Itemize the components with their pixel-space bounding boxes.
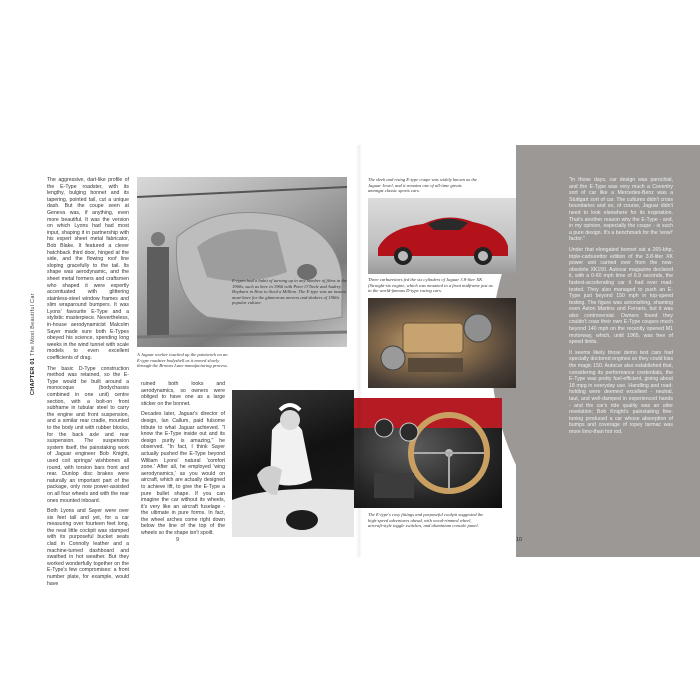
engine-caption: Three carburettors fed the six cylinders of Jaguar 3.8-liter XK (Straight-six engine, which was mounted in a front midframe just as in the world-famous D-type racing cars.	[368, 277, 493, 294]
book-spread	[16, 145, 686, 587]
celebrity-caption: E-types had a habit of turning up in any number of films in the 1960s, such as here in 1966 with Peter O'Toole and Audrey Hepburn in How to Steal a Million. The E-type was an instant must-have for the glamorous movers and shakers of 1960s popular culture.	[232, 278, 347, 306]
paragraph: It seems likely those demo test cars had specially doctored engines so they could kiss the magic 150. Autocar also established that, considering its performance credentials, the E-Type was pretty fuel-efficient, giving about 18 mpg in everyday use. Handling and road-holding were deemed excellent - neutral, taut, and well-damped in experienced hands - and the car's ride quality was an utter revelation; Bob Knight's painstaking fine-tuning produced a car whose absorption of bumps and coverage of ropey tarmac was more limo-than hot rod.	[569, 349, 673, 435]
workshop-caption: A Jaguar worker touched up the paintwork on an E-type roadster bodyshell as it moved slowly through the Browns Lane manufacturing process.	[137, 352, 228, 369]
paragraph: The basic D-Type construction method was retained, so the E-Type would be built around a monocoque (bodychassis combined in one unit) centre section, with a bolt-on front subframe in tubular steel to carry the engine and front suspension, and a similar rear cradle, mounted to the body unit with rubber blocks, for the back axle and rear suspension. The suspension system itself, the painstaking work of Jaguar engineer Bob Knight, used coil springs/ wishbones all round, with torsion bars front and rear. Dunlop disc brakes were naturally an important part of the package, only now power-assisted on all four wheels and with the rear ones mounted inboard.	[47, 365, 129, 504]
paragraph: "In those days, car design was parochial, and the E-Type was very much a Coventry sort of car like a Mercedes-Benz was a Stuttgart sort of car. The cultures didn't cross boundaries and so, of course, Jaguar didn't need to look elsewhere for its inspiration. That's another reason why the E-Type - and, in my opinion, especially the coupe - is such a pure design. It's a benchmark for the 'wow!' factor."	[569, 177, 673, 243]
paragraph: Under that elongated bonnet sat a 265-bhp, triple-carburettor edition of the 3.8-liter XK power unit carried over from the now-obsolete XK150. Autocar magazine declared it, with a 0-60 mph time of 6.9 seconds, the fastest-accelerating car it had ever road-tested. They also managed to push an E-Type just beyond 150 mph in top-speed testing. The figure was astonishing, shaming even Aston Martins and Ferraris, but it was also controversial. Owners found they couldn't coax their own E-Type coupes much beyond 140 mph on the recently opened M1 motorway, which, until 1965, was free of speed limits.	[569, 246, 673, 346]
celebrity-photo	[232, 390, 354, 537]
left-column-2-text	[141, 381, 225, 541]
cockpit-photo	[354, 398, 502, 508]
paragraph: The aggressive, dart-like profile of the E-Type roadster, with its lengthy, bulging bonnet and its tapering, pointed tail, cut a unique dash. But the coupe seen at Geneva was, if anything, even more beautiful. It was the version on which Lyons had had most input, shaping it in partnership with his expert sheet metal fabricator, Bob Blake. It featured a clever hatchback third door, hinged at the side, and the flowing roof line sloping gracefully to the tail. Its shape was aerodynamic, and the sheet metal formers and craftsmen who shaped it were expertly accentuated with glittering stainless-steel window frames and slim wraparound bumpers. It was Lyons' favourite E-Type and a stylistic masterpiece. Nevertheless, in-house aerodynamicist Malcolm Sayer made sure both E-Types obeyed his science, spending long weeks in the wind tunnel with scale models to even excellent coefficients of drag.	[47, 177, 129, 362]
engine-photo	[368, 298, 516, 388]
right-column-text	[569, 177, 673, 440]
paragraph: ruined both looks and aerodynamics, so owners were obliged to have one as a large sticker on the bonnet.	[141, 381, 225, 407]
chapter-label: CHAPTER 01 The Most Beautiful Car	[30, 293, 36, 395]
paragraph: Both Lyons and Sayer were over six feet tall and yet, for a car measuring over fourteen feet long, the neat little cockpit was stamped with its purposeful bucket seats clad in Connolly leather and a machine-turned dashboard and swathed in hot weather. But they worked wonderfully together on the E-Type's few compromises: a front number plate, for example, would have	[47, 508, 129, 587]
page-gutter	[356, 145, 362, 557]
paragraph: Decades later, Jaguar's director of design, Ian Callum, paid fulsome tribute to what Jaguar achieved. "I know the E-Type inside out and its design purity is amazing," he observed. "In fact, I think Sayer actually pushed the E-Type beyond William Lyons' natural 'comfort zone.' After all, he employed 'wing aerodynamics,' as you would on aircraft, which are actually designed to achieve lift, to give the E-Type a pure bullet shape. If you can imagine the car without its wheels, it's very like an aircraft fuselage - the ultimate in pure forms. In fact, the wheel arches come right down below the line of the top of the wheels so the shape isn't spoilt.	[141, 411, 225, 537]
workshop-photo	[137, 177, 347, 347]
page-number-left: 9	[176, 537, 180, 543]
left-column-text	[47, 177, 129, 591]
cockpit-caption: The E-type's cosy fittings and purposeful cockpit suggested the high-speed adventures ahead, with wood-rimmed wheel, aircraft-style toggle switches, and aluminium console panel.	[368, 512, 484, 529]
page-number-right: 10	[516, 537, 523, 543]
red-coupe-photo	[368, 198, 516, 274]
red-coupe-caption: The sleek and rising E-type coupe was widely known as the Jaguar Jewel, and it remains one of all-time greats amongst classic sports cars.	[368, 177, 477, 194]
